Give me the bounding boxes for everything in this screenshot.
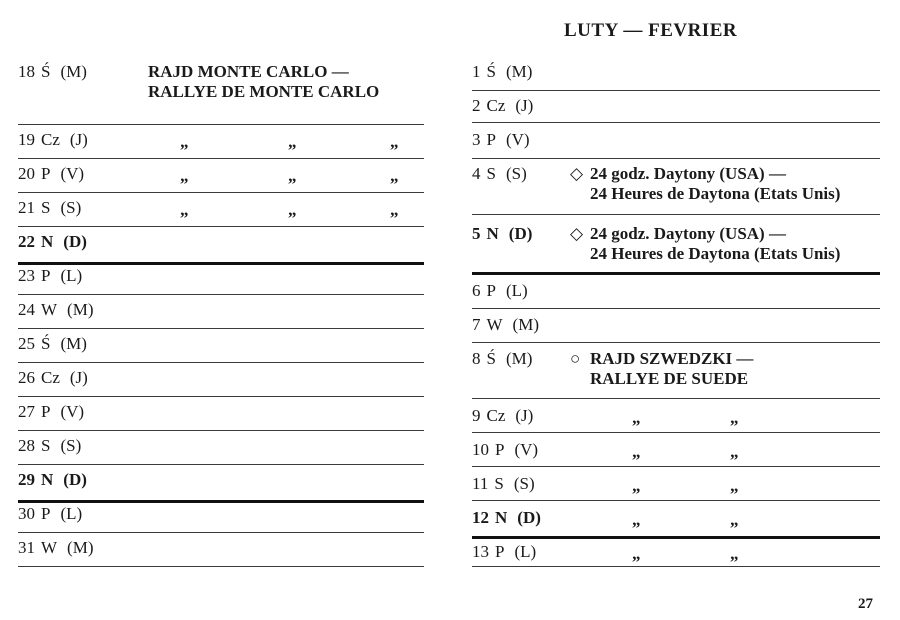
day-abbr-pl: P — [495, 542, 505, 561]
day-abbr-pl: P — [41, 164, 51, 183]
day-abbr-pl: Cz — [41, 130, 60, 149]
day-number: 5 — [472, 224, 481, 243]
day-abbr-fr: (M) — [67, 300, 94, 319]
day-abbr-pl: N — [41, 470, 54, 489]
day-abbr-pl: Ś — [41, 334, 51, 353]
day-number: 24 — [18, 300, 35, 319]
event-text-1: RAJD SZWEDZKI — — [590, 349, 754, 368]
calendar-row — [18, 504, 424, 533]
day-abbr-pl: S — [494, 474, 504, 493]
calendar-row — [472, 406, 880, 433]
ditto-mark: „ — [288, 132, 297, 151]
day-number: 1 — [472, 62, 481, 81]
day-label — [472, 281, 528, 301]
day-label — [18, 266, 82, 286]
day-number: 12 — [472, 508, 489, 527]
day-number: 3 — [472, 130, 481, 149]
day-label — [472, 164, 527, 184]
ditto-mark: „ — [632, 544, 641, 563]
ditto-mark: „ — [632, 476, 641, 495]
event-line-2: RALLYE DE MONTE CARLO — [148, 82, 380, 101]
event-line-1 — [570, 224, 840, 244]
day-abbr-fr: (D) — [508, 224, 533, 243]
calendar-row — [18, 130, 424, 159]
day-abbr-pl: W — [41, 300, 58, 319]
day-number: 9 — [472, 406, 481, 425]
calendar-row — [18, 164, 424, 193]
circle-icon: ○ — [570, 349, 581, 368]
day-abbr-pl: Cz — [486, 406, 506, 425]
day-abbr-fr: (M) — [60, 62, 87, 81]
day-abbr-pl: Cz — [486, 96, 506, 115]
ditto-mark: „ — [730, 408, 739, 427]
day-abbr-pl: W — [486, 315, 503, 334]
day-label — [18, 130, 88, 150]
calendar-row — [18, 300, 424, 329]
day-abbr-fr: (M) — [60, 334, 87, 353]
day-number: 13 — [472, 542, 489, 561]
day-number: 11 — [472, 474, 489, 493]
day-number: 30 — [18, 504, 35, 523]
calendar-row — [472, 96, 880, 123]
ditto-mark: „ — [180, 200, 189, 219]
day-label — [18, 504, 82, 524]
day-number: 31 — [18, 538, 35, 557]
calendar-row — [472, 224, 880, 275]
day-abbr-fr: (D) — [517, 508, 541, 527]
day-abbr-fr: (J) — [69, 130, 88, 149]
day-abbr-fr: (L) — [514, 542, 537, 561]
day-abbr-fr: (S) — [60, 436, 82, 455]
day-abbr-pl: S — [41, 198, 51, 217]
day-abbr-pl: S — [41, 436, 51, 455]
day-abbr-pl: Ś — [486, 62, 496, 81]
day-label — [472, 62, 532, 82]
day-label — [18, 538, 94, 558]
ditto-mark: „ — [730, 442, 739, 461]
day-number: 20 — [18, 164, 35, 183]
day-abbr-fr: (V) — [514, 440, 539, 459]
calendar-row — [472, 349, 880, 399]
ditto-mark: „ — [632, 510, 641, 529]
day-label — [18, 164, 84, 184]
day-abbr-fr: (S) — [505, 164, 527, 183]
day-abbr-fr: (V) — [60, 164, 85, 183]
day-number: 8 — [472, 349, 481, 368]
day-abbr-pl: P — [41, 402, 51, 421]
day-abbr-fr: (V) — [505, 130, 530, 149]
day-label — [18, 300, 94, 320]
diamond-icon: ◇ — [570, 224, 584, 243]
day-abbr-pl: N — [41, 232, 54, 251]
day-abbr-pl: W — [41, 538, 58, 557]
day-number: 29 — [18, 470, 35, 489]
day-number: 22 — [18, 232, 35, 251]
day-number: 19 — [18, 130, 35, 149]
calendar-row — [18, 334, 424, 363]
ditto-mark: „ — [730, 476, 739, 495]
day-label — [18, 368, 88, 388]
ditto-mark: „ — [288, 200, 297, 219]
ditto-mark: „ — [180, 132, 189, 151]
day-label — [472, 542, 536, 562]
ditto-mark: „ — [180, 166, 189, 185]
calendar-row — [472, 508, 880, 539]
day-abbr-pl: P — [495, 440, 505, 459]
calendar-row — [18, 402, 424, 431]
month-title: LUTY — FEVRIER — [564, 20, 738, 41]
day-label — [472, 474, 535, 494]
calendar-row — [18, 368, 424, 397]
day-abbr-fr: (J) — [515, 96, 534, 115]
calendar-row — [472, 474, 880, 501]
event-label — [570, 349, 753, 389]
day-abbr-pl: N — [495, 508, 508, 527]
calendar-row — [472, 130, 880, 159]
day-abbr-fr: (J) — [515, 406, 534, 425]
day-number: 10 — [472, 440, 489, 459]
day-abbr-fr: (S) — [60, 198, 82, 217]
day-label — [472, 224, 532, 244]
event-text-1: RAJD MONTE CARLO — — [148, 62, 349, 81]
day-abbr-fr: (L) — [60, 266, 83, 285]
calendar-row — [472, 440, 880, 467]
ditto-mark: „ — [730, 544, 739, 563]
ditto-mark: „ — [288, 166, 297, 185]
day-number: 6 — [472, 281, 481, 300]
calendar-row — [472, 315, 880, 343]
day-label — [18, 232, 87, 252]
calendar-row — [472, 542, 880, 567]
day-abbr-pl: P — [486, 281, 496, 300]
day-abbr-fr: (M) — [505, 349, 533, 368]
event-line-2: RALLYE DE SUEDE — [590, 369, 749, 388]
event-line-1 — [570, 164, 840, 184]
day-abbr-pl: P — [41, 266, 51, 285]
day-label — [18, 198, 81, 218]
day-number: 26 — [18, 368, 35, 387]
day-number: 7 — [472, 315, 481, 334]
day-label — [472, 508, 541, 528]
day-abbr-fr: (S) — [513, 474, 535, 493]
day-abbr-pl: N — [486, 224, 499, 243]
day-abbr-fr: (D) — [63, 470, 87, 489]
day-label — [472, 440, 538, 460]
day-number: 21 — [18, 198, 35, 217]
day-abbr-pl: S — [486, 164, 496, 183]
day-abbr-pl: Ś — [41, 62, 51, 81]
event-label — [570, 224, 840, 264]
day-number: 23 — [18, 266, 35, 285]
event-label — [570, 164, 840, 204]
day-abbr-pl: P — [41, 504, 51, 523]
day-abbr-fr: (M) — [67, 538, 94, 557]
day-abbr-fr: (M) — [512, 315, 539, 334]
event-label — [148, 62, 379, 102]
calendar-row — [18, 62, 424, 125]
event-line-2: 24 Heures de Daytona (Etats Unis) — [590, 184, 841, 203]
day-label — [472, 130, 530, 150]
day-label — [472, 315, 539, 335]
ditto-mark: „ — [390, 166, 399, 185]
day-abbr-fr: (M) — [505, 62, 533, 81]
calendar-row — [472, 281, 880, 309]
event-line-1 — [570, 349, 753, 369]
ditto-mark: „ — [730, 510, 739, 529]
calendar-row — [18, 198, 424, 227]
day-label — [472, 406, 533, 426]
diamond-icon: ◇ — [570, 164, 584, 183]
day-label — [18, 334, 87, 354]
event-text-1: 24 godz. Daytony (USA) — — [590, 164, 786, 183]
calendar-row — [18, 266, 424, 295]
calendar-row — [18, 470, 424, 503]
day-number: 25 — [18, 334, 35, 353]
calendar-row — [472, 62, 880, 91]
calendar-row — [472, 164, 880, 215]
day-abbr-fr: (L) — [505, 281, 528, 300]
day-number: 2 — [472, 96, 481, 115]
day-label — [18, 470, 87, 490]
ditto-mark: „ — [390, 132, 399, 151]
day-number: 18 — [18, 62, 35, 81]
calendar-row — [18, 436, 424, 465]
event-text-1: 24 godz. Daytony (USA) — — [590, 224, 786, 243]
day-abbr-pl: P — [486, 130, 496, 149]
day-abbr-pl: Ś — [486, 349, 496, 368]
day-label — [472, 349, 532, 369]
page-number: 27 — [858, 596, 873, 612]
day-label — [18, 436, 81, 456]
day-label — [18, 402, 84, 422]
day-label — [472, 96, 533, 116]
day-abbr-fr: (L) — [60, 504, 83, 523]
event-line-2: 24 Heures de Daytona (Etats Unis) — [590, 244, 841, 263]
day-number: 28 — [18, 436, 35, 455]
day-abbr-fr: (D) — [63, 232, 87, 251]
day-label — [18, 62, 87, 82]
ditto-mark: „ — [632, 442, 641, 461]
day-number: 27 — [18, 402, 35, 421]
ditto-mark: „ — [390, 200, 399, 219]
calendar-row — [18, 232, 424, 265]
event-line-1 — [148, 62, 379, 82]
day-number: 4 — [472, 164, 481, 183]
day-abbr-fr: (V) — [60, 402, 85, 421]
ditto-mark: „ — [632, 408, 641, 427]
day-abbr-pl: Cz — [41, 368, 60, 387]
calendar-row — [18, 538, 424, 567]
day-abbr-fr: (J) — [69, 368, 88, 387]
